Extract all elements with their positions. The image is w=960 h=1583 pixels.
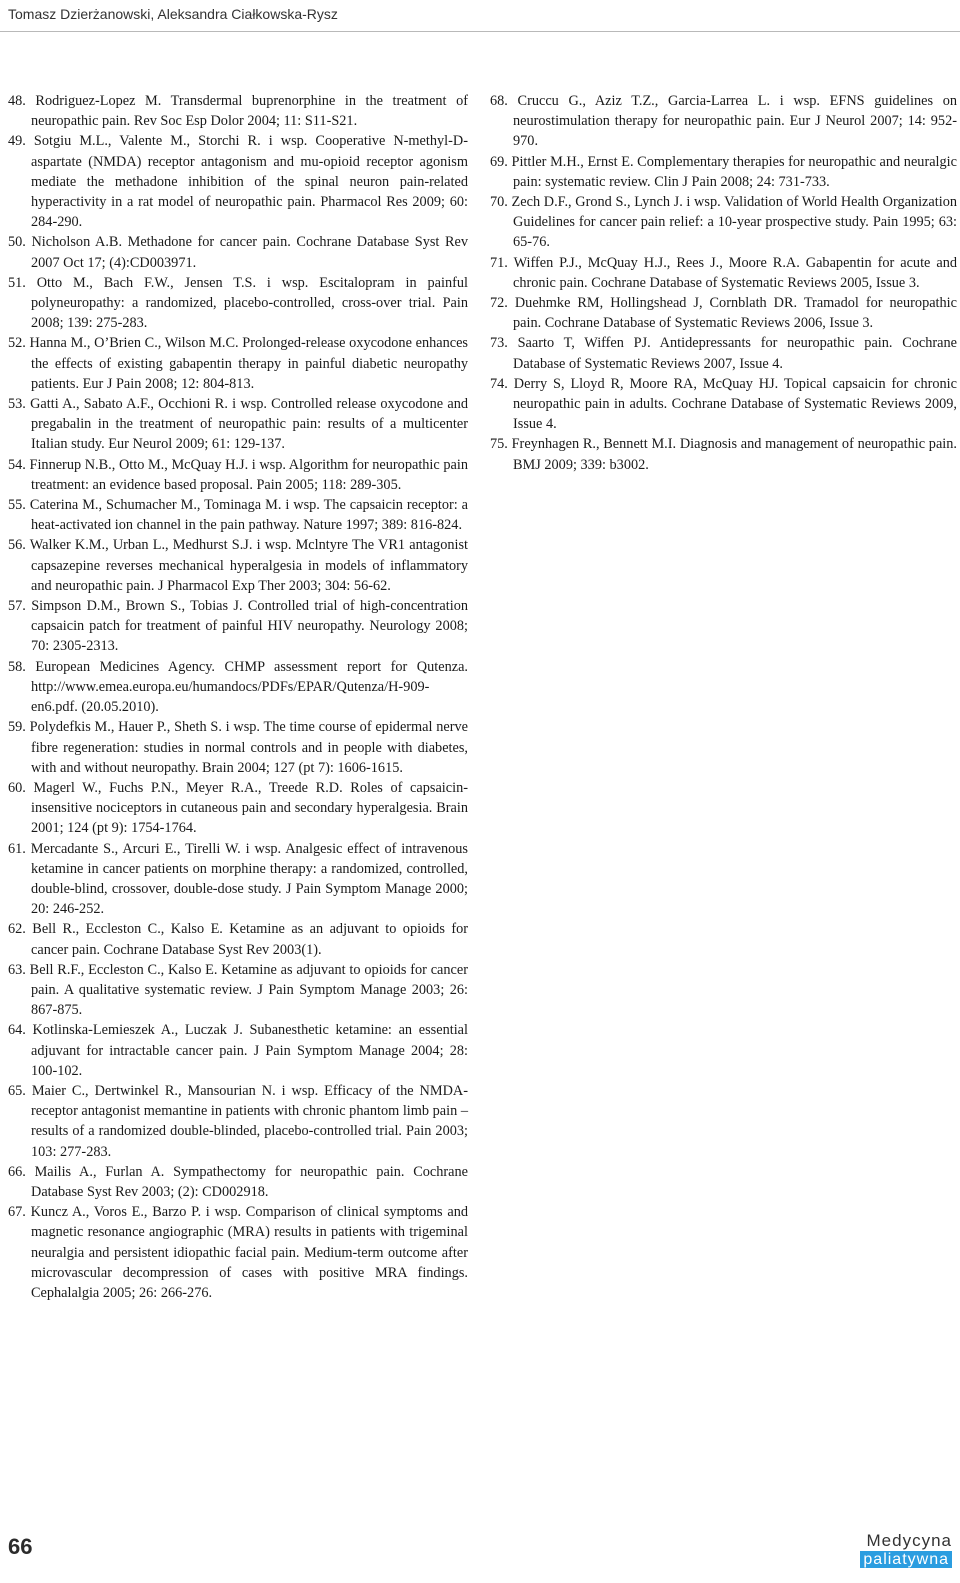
reference-item: 67. Kuncz A., Voros E., Barzo P. i wsp. Comparison of clinical symptoms and magnetic resonance angiographic (MRA) results in patients with trigeminal neuralgia and persistent idiopathic facial pain. Medium-term outcome after microvascular decompression of cases with positive MRA findings. Cephalalgia 2005; 26: 266-276.	[8, 1204, 468, 1301]
references-left-column	[8, 91, 468, 1303]
running-header	[0, 0, 960, 32]
reference-item: 50. Nicholson A.B. Methadone for cancer pain. Cochrane Database Syst Rev 2007 Oct 17; (4):CD003971.	[8, 234, 468, 271]
reference-item: 51. Otto M., Bach F.W., Jensen T.S. i wsp. Escitalopram in painful polyneuropathy: a randomized, placebo-controlled, cross-over trial. Pain 2008; 139: 275-283.	[8, 274, 468, 332]
reference-item: 48. Rodriguez-Lopez M. Transdermal buprenorphine in the treatment of neuropathic pain. Rev Soc Esp Dolor 2004; 11: S11-S21.	[8, 93, 468, 130]
reference-item: 64. Kotlinska-Lemieszek A., Luczak J. Subanesthetic ketamine: an essential adjuvant for intractable cancer pain. J Pain Symptom Manage 2004; 28: 100-102.	[8, 1022, 468, 1079]
reference-item: 66. Mailis A., Furlan A. Sympathectomy for neuropathic pain. Cochrane Database Syst Rev 2003; (2): CD002918.	[8, 1163, 468, 1200]
reference-item: 70. Zech D.F., Grond S., Lynch J. i wsp. Validation of World Health Organization Guidelines for cancer pain relief: a 10-year prospective study. Pain 1995; 63: 65-76.	[490, 194, 957, 251]
journal-name-bottom: paliatywna	[860, 1551, 952, 1568]
reference-item: 68. Cruccu G., Aziz T.Z., Garcia-Larrea L. i wsp. EFNS guidelines on neurostimulation therapy for neuropathic pain. Eur J Neurol 2007; 14: 952-970.	[490, 93, 957, 150]
reference-item: 63. Bell R.F., Eccleston C., Kalso E. Ketamine as adjuvant to opioids for cancer pain. A qualitative systematic review. J Pain Symptom Manage 2003; 26: 867-875.	[8, 961, 468, 1019]
reference-item: 69. Pittler M.H., Ernst E. Complementary therapies for neuropathic and neuralgic pain: systematic review. Clin J Pain 2008; 24: 731-733.	[490, 153, 957, 190]
reference-item: 59. Polydefkis M., Hauer P., Sheth S. i wsp. The time course of epidermal nerve fibre regeneration: studies in normal controls and in people with diabetes, with and without neuropathy. Brain 2004; 127 (pt 7): 1606-1615.	[8, 719, 468, 776]
reference-item: 57. Simpson D.M., Brown S., Tobias J. Controlled trial of high-concentration capsaicin patch for treatment of painful HIV neuropathy. Neurology 2008; 70: 2305-2313.	[8, 598, 468, 655]
reference-item: 53. Gatti A., Sabato A.F., Occhioni R. i wsp. Controlled release oxycodone and pregabalin in the treatment of neuropathic pain: results of a multicenter Italian study. Eur Neurol 2009; 61: 129-137.	[8, 396, 468, 453]
header-authors: Tomasz Dzierżanowski, Aleksandra Ciałkowska-Rysz	[8, 6, 338, 22]
reference-item: 75. Freynhagen R., Bennett M.I. Diagnosis and management of neuropathic pain. BMJ 2009; 339: b3002.	[490, 436, 957, 473]
reference-item: 74. Derry S, Lloyd R, Moore RA, McQuay HJ. Topical capsaicin for chronic neuropathic pain in adults. Cochrane Database of Systematic Reviews 2009, Issue 4.	[490, 375, 957, 433]
page-number: 66	[8, 1534, 33, 1559]
reference-item: 62. Bell R., Eccleston C., Kalso E. Ketamine as an adjuvant to opioids for cancer pain. Cochrane Database Syst Rev 2003(1).	[8, 921, 468, 958]
reference-item: 52. Hanna M., O’Brien C., Wilson M.C. Prolonged-release oxycodone enhances the effects of existing gabapentin therapy in painful diabetic neuropathy patients. Eur J Pain 2008; 12: 804-813.	[8, 335, 468, 392]
reference-item: 55. Caterina M., Schumacher M., Tominaga M. i wsp. The capsaicin receptor: a heat-activated ion channel in the pain pathway. Nature 1997; 389: 816-824.	[8, 497, 468, 534]
journal-logo	[846, 1532, 952, 1569]
reference-item: 65. Maier C., Dertwinkel R., Mansourian N. i wsp. Efficacy of the NMDA-receptor antagonist memantine in patients with chronic phantom limb pain – results of a randomized double-blinded, placebo-controlled trial. Pain 2003; 103: 277-283.	[8, 1082, 468, 1160]
reference-item: 58. European Medicines Agency. CHMP assessment report for Qutenza. http://www.emea.europa.eu/humandocs/PDFs/EPAR/Qutenza/H-909-en6.pdf. (20.05.2010).	[8, 658, 468, 716]
reference-item: 49. Sotgiu M.L., Valente M., Storchi R. i wsp. Cooperative N-methyl-D-aspartate (NMDA) receptor antagonism and mu-opioid receptor agonism mediate the methadone inhibition of the spinal neuron pain-related hyperactivity in a rat model of neuropathic pain. Pharmacol Res 2009; 60: 284-290.	[8, 133, 468, 231]
journal-name-top: Medycyna	[866, 1531, 952, 1550]
reference-item: 56. Walker K.M., Urban L., Medhurst S.J. i wsp. Mclntyre The VR1 antagonist capsazepine reverses mechanical hyperalgesia in models of inflammatory and neuropathic pain. J Pharmacol Exp Ther 2003; 304: 56-62.	[8, 537, 468, 594]
reference-item: 61. Mercadante S., Arcuri E., Tirelli W. i wsp. Analgesic effect of intravenous ketamine in cancer patients on morphine therapy: a randomized, controlled, double-blind, crossover, double-dose study. J Pain Symptom Manage 2000; 20: 246-252.	[8, 840, 468, 918]
reference-item: 71. Wiffen P.J., McQuay H.J., Rees J., Moore R.A. Gabapentin for acute and chronic pain. Cochrane Database of Systematic Reviews 2005, Issue 3.	[490, 254, 957, 291]
reference-item: 60. Magerl W., Fuchs P.N., Meyer R.A., Treede R.D. Roles of capsaicin-insensitive nociceptors in cutaneous pain and secondary hyperalgesia. Brain 2001; 124 (pt 9): 1754-1764.	[8, 779, 468, 837]
reference-item: 72. Duehmke RM, Hollingshead J, Cornblath DR. Tramadol for neuropathic pain. Cochrane Database of Systematic Reviews 2006, Issue 3.	[490, 295, 957, 332]
reference-item: 73. Saarto T, Wiffen PJ. Antidepressants for neuropathic pain. Cochrane Database of Systematic Reviews 2007, Issue 4.	[490, 335, 957, 372]
references-right-column	[490, 91, 957, 475]
reference-item: 54. Finnerup N.B., Otto M., McQuay H.J. i wsp. Algorithm for neuropathic pain treatment: an evidence based proposal. Pain 2005; 118: 289-305.	[8, 456, 468, 493]
